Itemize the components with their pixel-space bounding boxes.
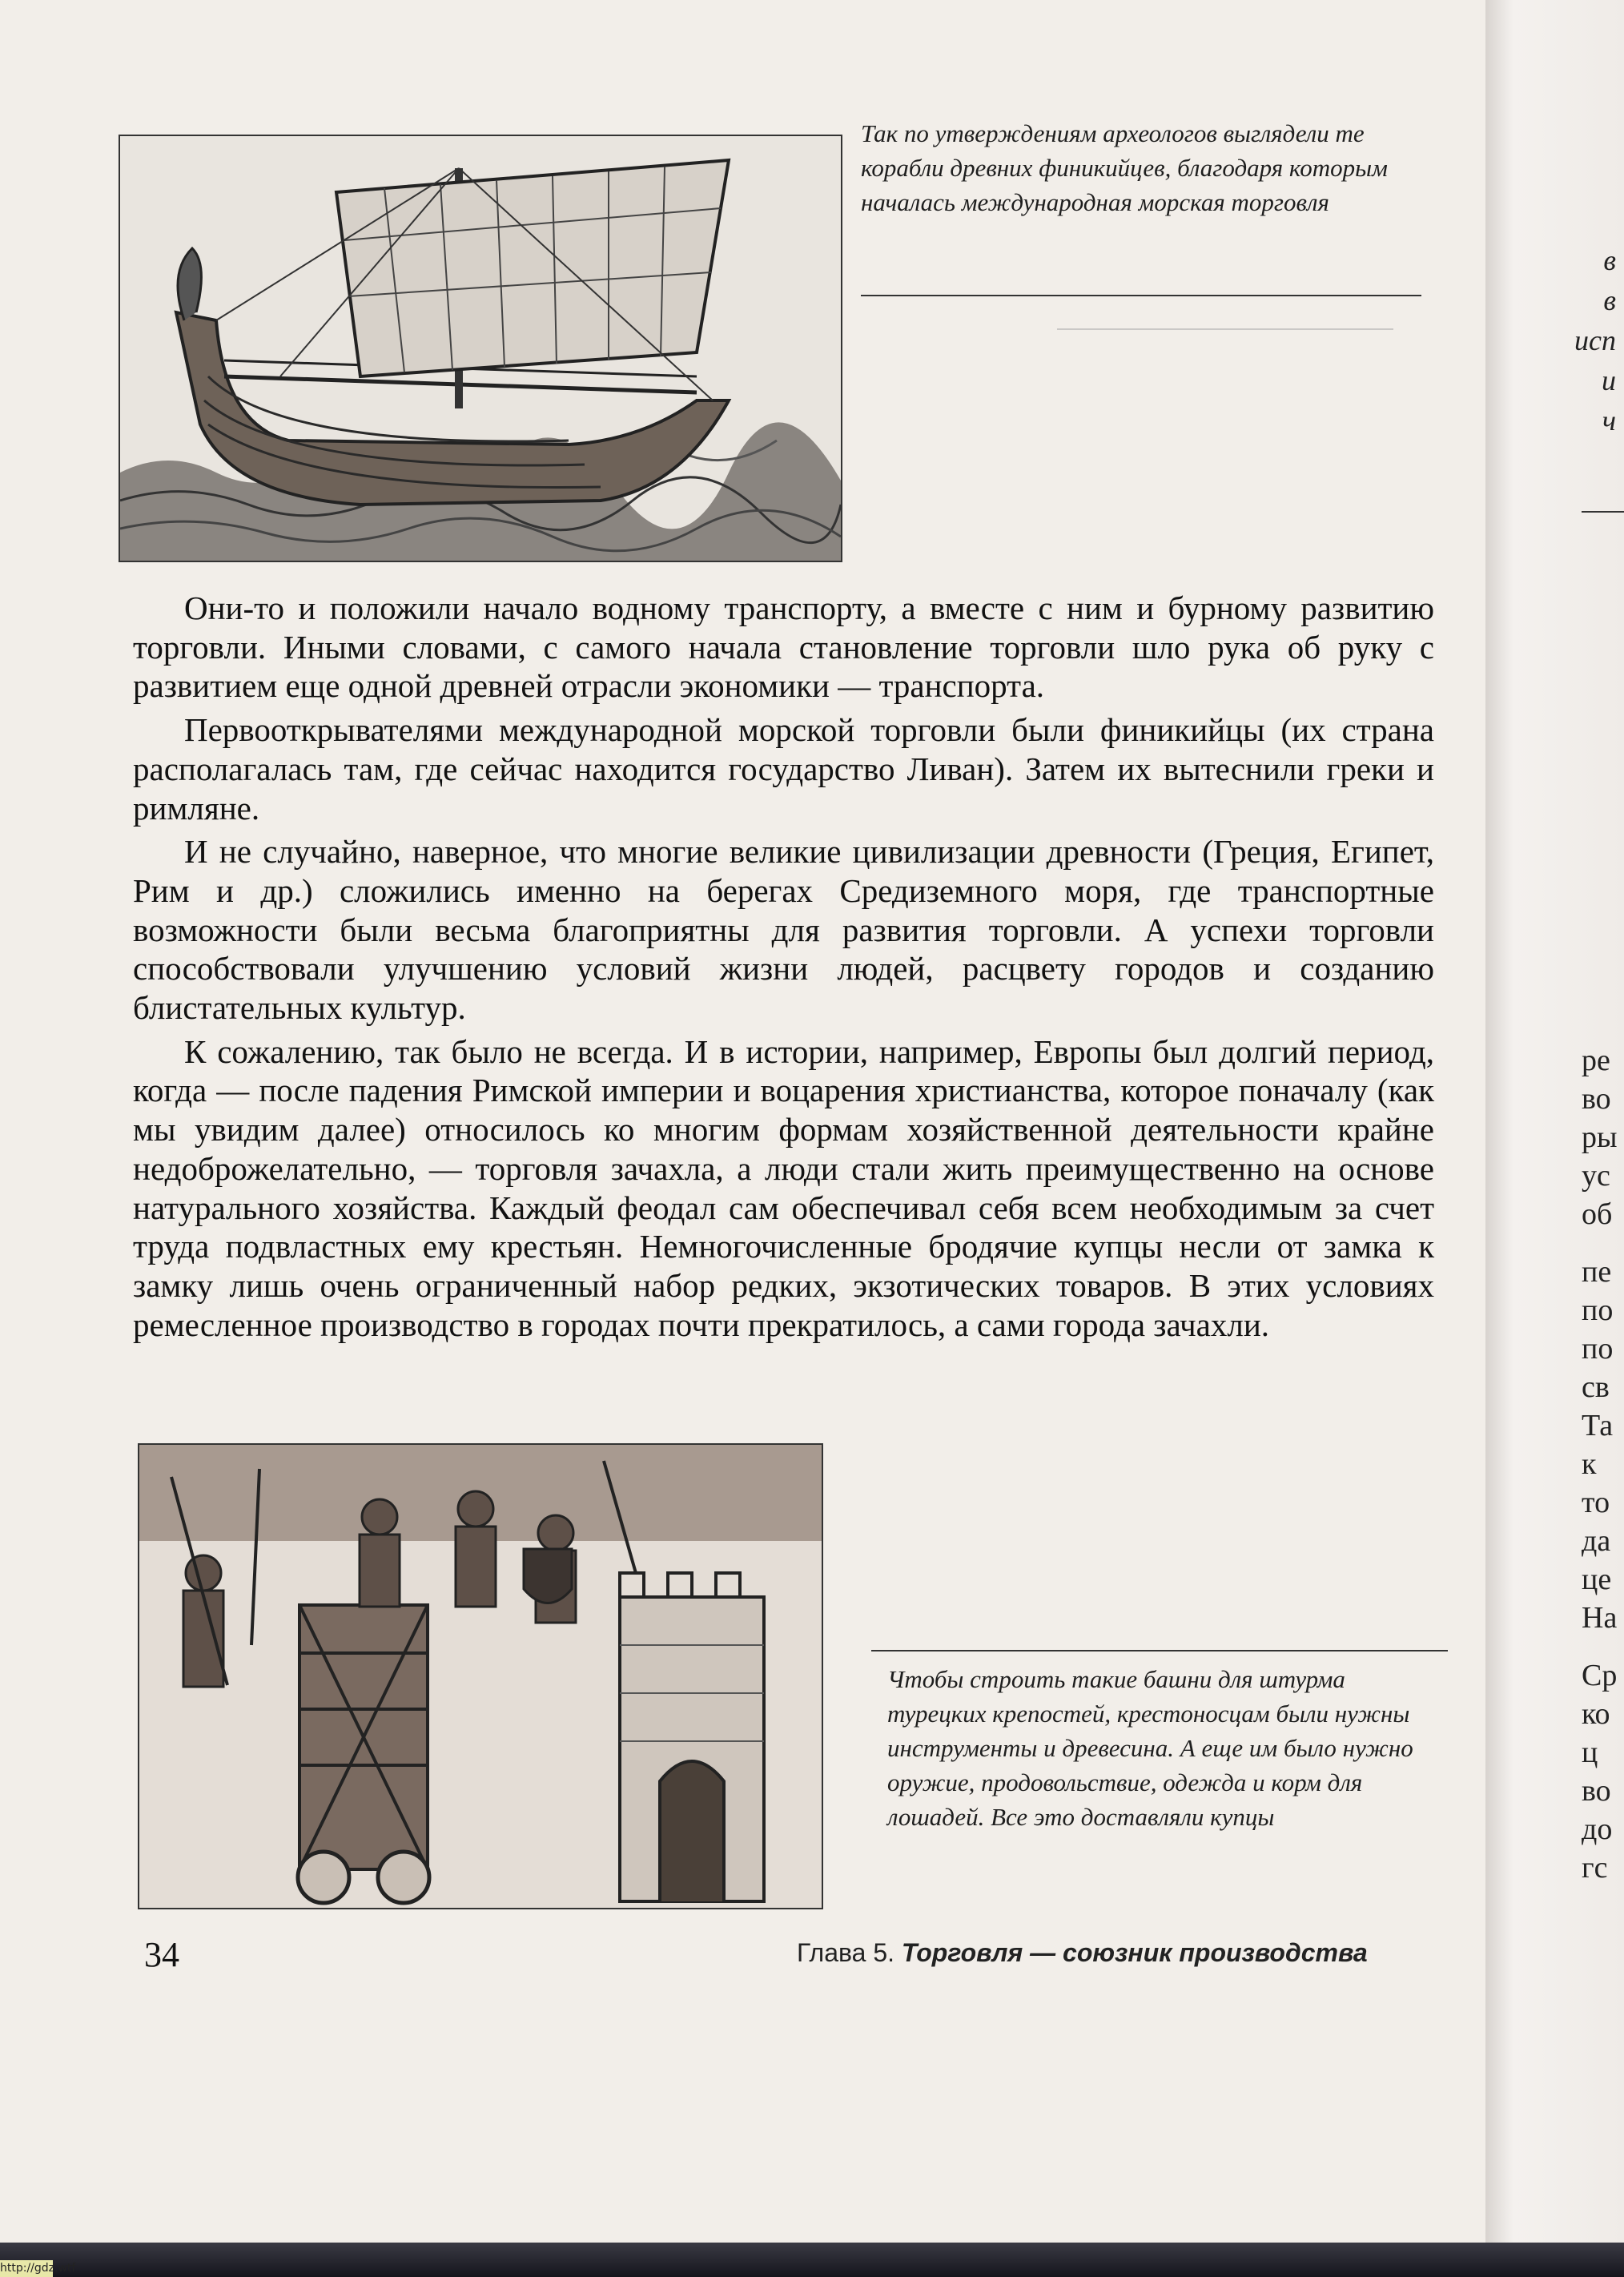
adjacent-fragment: Та <box>1582 1409 1614 1442</box>
adjacent-fragment: да <box>1582 1524 1611 1558</box>
adjacent-fragment: ры <box>1582 1120 1618 1154</box>
adjacent-fragment: в <box>1603 244 1616 276</box>
main-text <box>133 589 1434 1344</box>
adjacent-fragment: к <box>1582 1447 1597 1481</box>
paragraph: Первооткрывателями международной морской торговли были финикийцы (их страна располагалась там, где сейчас находится государство Ливан). Затем их вытеснили греки и римляне. <box>133 711 1434 827</box>
adjacent-fragment: об <box>1582 1197 1613 1231</box>
adjacent-fragment: во <box>1582 1082 1611 1116</box>
chapter-label: Глава 5. <box>797 1938 895 1967</box>
adjacent-fragment: то <box>1582 1486 1610 1519</box>
adjacent-fragment: гс <box>1582 1851 1608 1885</box>
chapter-title: Торговля — союзник производства <box>901 1938 1368 1967</box>
ship-caption-rule <box>861 295 1421 296</box>
paragraph: Они-то и положили начало водному транспорту, а вместе с ним и бурному развитию торговли. Иными словами, с самого начала становление торговли шло рука об руку с развитием еще одной древней отрасли экономики — транспорта. <box>133 589 1434 705</box>
scan-bottom-edge <box>0 2243 1624 2277</box>
paragraph: И не случайно, наверное, что многие великие цивилизации древности (Греция, Египет, Рим и др.) сложились именно на берегах Средиземного моря, где транспортные возможности были весьма благоприятны для развития торговли. А успехи торговли способствовали улучшению условий жизни людей, расцвету городов и созданию блистательных культур. <box>133 833 1434 1027</box>
adjacent-fragment: На <box>1582 1601 1618 1635</box>
adjacent-fragment: це <box>1582 1563 1612 1596</box>
adjacent-fragment: ко <box>1582 1697 1610 1731</box>
adjacent-fragment: Ср <box>1582 1659 1618 1692</box>
adjacent-fragment: в <box>1603 284 1616 316</box>
adjacent-rule <box>1582 511 1624 513</box>
adjacent-fragment: до <box>1582 1812 1613 1846</box>
adjacent-fragment: ч <box>1602 404 1616 436</box>
page-number: 34 <box>144 1935 179 1974</box>
adjacent-page-edge <box>1485 0 1624 2243</box>
adjacent-fragment: ц <box>1582 1736 1598 1769</box>
phoenician-ship-illustration <box>119 135 842 562</box>
adjacent-fragment: ус <box>1582 1159 1610 1193</box>
adjacent-fragment: по <box>1582 1293 1614 1327</box>
running-footer <box>797 1938 1368 1968</box>
adjacent-upper-text <box>1492 240 1616 441</box>
adjacent-fragment: ре <box>1582 1044 1610 1077</box>
knights-caption-rule <box>871 1650 1448 1651</box>
adjacent-fragment: св <box>1582 1370 1610 1404</box>
knights-caption: Чтобы строить такие башни для штурма турецких крепостей, крестоносцам были нужны инструменты и древесина. А еще им было нужно оружие, продовольствие, одежда и корм для лошадей. Все это доставляли купцы <box>887 1665 1413 1831</box>
paragraph: К сожалению, так было не всегда. И в истории, например, Европы был долгий период, когда — после падения Римской империи и воцарения христианства, которое поначалу (как мы увидим далее) относилось ко многим формам хозяйственной деятельности крайне недоброжелательно, — торговля зачахла, а люди стали жить преимущественно на основе натурального хозяйства. Каждый феодал сам обеспечивал себя всем необходимым за счет труда подвластных ему крестьян. Немногочисленные бродячие купцы несли от замка к замку лишь очень ограниченный набор редких, экзотических товаров. В этих условиях ремесленное производство в городах почти прекратилось, а сами города зачахли. <box>133 1032 1434 1343</box>
ship-drawing <box>120 136 841 561</box>
adjacent-fragment: по <box>1582 1332 1614 1366</box>
adjacent-fragment: пе <box>1582 1255 1612 1289</box>
adjacent-lower-text <box>1582 1041 1618 1887</box>
bleed-through-text <box>1057 328 1417 569</box>
adjacent-fragment: исп <box>1574 324 1616 356</box>
crusaders-siege-tower-illustration <box>138 1443 823 1909</box>
adjacent-fragment: и <box>1602 364 1616 396</box>
watermark-badge[interactable]: http://gdz.wtf <box>0 2260 53 2277</box>
ship-caption: Так по утверждениям археологов выглядели те корабли древних финикийцев, благодаря которым началась международная морская торговля <box>861 119 1388 216</box>
adjacent-fragment: во <box>1582 1774 1611 1808</box>
crusaders-drawing <box>139 1445 822 1908</box>
